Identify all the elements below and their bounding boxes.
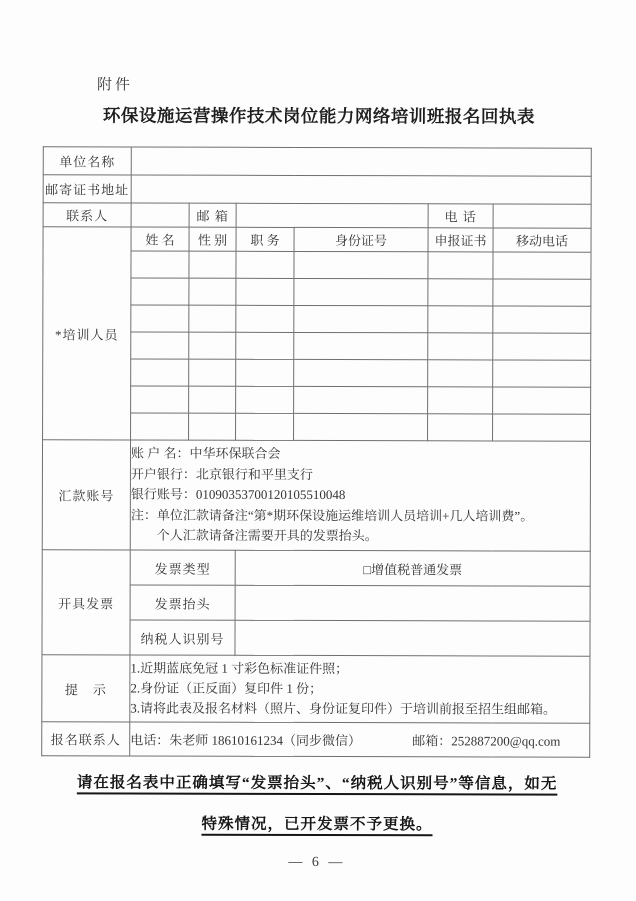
remittance-note-personal: 个人汇款请备注需要开具的发票抬头。 bbox=[156, 527, 378, 544]
trainee-empty-cell bbox=[428, 279, 493, 306]
trainee-empty-cell bbox=[493, 414, 591, 441]
invoice-type-row bbox=[42, 550, 590, 586]
trainee-empty-cell bbox=[493, 252, 591, 279]
col-header-id-number: 身份证号 bbox=[294, 227, 428, 251]
invoice-type-checkbox-value: □增值税普通发票 bbox=[235, 550, 590, 586]
trainee-empty-cell bbox=[294, 386, 428, 413]
tip-item-3: 3.请将此表及报名材料（照片、身份证复印件）于培训前报至招生组邮箱。 bbox=[130, 700, 557, 717]
registration-form-table bbox=[41, 146, 592, 757]
contact-phone-label: 电 话 bbox=[428, 204, 493, 228]
unit-name-label: 单位名称 bbox=[43, 147, 131, 175]
page-number: — 6 — bbox=[288, 854, 346, 871]
footer-warning-line2: 特殊情况，已开发票不予更换。 bbox=[201, 815, 433, 834]
tips-row bbox=[42, 655, 590, 723]
trainee-empty-cell bbox=[189, 251, 236, 278]
trainee-empty-cell bbox=[236, 278, 294, 305]
contact-name-field bbox=[131, 203, 189, 227]
invoice-type-label: 发票类型 bbox=[130, 550, 235, 585]
trainee-empty-cell bbox=[131, 251, 189, 278]
remittance-bank: 开户银行：北京银行和平里支行 bbox=[130, 466, 313, 482]
trainee-empty-cell bbox=[428, 414, 493, 441]
unit-name-field bbox=[131, 147, 591, 176]
trainee-empty-cell bbox=[189, 332, 236, 359]
mail-address-label: 邮寄证书地址 bbox=[43, 175, 131, 203]
col-header-name: 姓 名 bbox=[131, 227, 189, 251]
contact-email-label: 邮 箱 bbox=[189, 203, 236, 227]
trainee-empty-cell bbox=[294, 278, 428, 305]
tip-item-1: 1.近期蓝底免冠 1 寸彩色标准证件照； bbox=[130, 660, 349, 677]
taxpayer-id-label: 纳税人识别号 bbox=[130, 620, 235, 655]
trainee-empty-cell bbox=[189, 413, 236, 440]
invoice-section-label: 开具发票 bbox=[42, 550, 130, 655]
unit-name-row bbox=[43, 147, 591, 176]
remittance-row bbox=[42, 440, 590, 551]
trainee-empty-cell bbox=[236, 332, 294, 359]
trainees-section-label: *培训人员 bbox=[43, 227, 132, 440]
col-header-mobile: 移动电话 bbox=[493, 228, 591, 252]
tip-item-2: 2.身份证（正反面）复印件 1 份； bbox=[130, 680, 323, 697]
mail-address-row bbox=[43, 175, 591, 204]
mail-address-field bbox=[131, 175, 591, 204]
invoice-title-field bbox=[235, 585, 590, 621]
trainee-empty-cell bbox=[294, 413, 428, 440]
trainee-empty-cell bbox=[294, 359, 428, 386]
trainee-empty-cell bbox=[131, 386, 189, 413]
registration-contact-content bbox=[130, 722, 590, 757]
registration-contact-label: 报名联系人 bbox=[42, 722, 130, 756]
trainee-empty-cell bbox=[428, 333, 493, 360]
remittance-note: 注：单位汇款请备注“第*期环保设施运维培训人员培训+几人培训费”。 bbox=[130, 507, 534, 524]
trainee-empty-cell bbox=[428, 360, 493, 387]
trainee-empty-cell bbox=[189, 386, 236, 413]
trainee-empty-cell bbox=[131, 332, 189, 359]
trainee-empty-cell bbox=[189, 278, 236, 305]
contact-row bbox=[43, 203, 591, 228]
trainee-empty-cell bbox=[428, 252, 493, 279]
trainee-empty-cell bbox=[428, 387, 493, 414]
attachment-label: 附件 bbox=[96, 77, 133, 94]
trainee-empty-cell bbox=[131, 413, 189, 440]
trainee-empty-cell bbox=[294, 332, 428, 359]
tips-content bbox=[130, 655, 590, 723]
trainee-empty-cell bbox=[236, 386, 294, 413]
trainee-empty-cell bbox=[428, 306, 493, 333]
trainee-empty-cell bbox=[493, 279, 591, 306]
trainee-header-row bbox=[43, 227, 591, 252]
remittance-label: 汇款账号 bbox=[42, 440, 130, 550]
trainee-empty-cell bbox=[189, 359, 236, 386]
trainee-empty-cell bbox=[294, 305, 428, 332]
trainee-empty-cell bbox=[493, 306, 591, 333]
footer-warning-note bbox=[0, 762, 635, 846]
col-header-gender: 性 别 bbox=[189, 227, 236, 251]
col-header-certificate: 申报证书 bbox=[428, 228, 493, 252]
trainee-empty-cell bbox=[131, 359, 189, 386]
remittance-account-name: 账 户 名：中华环保联合会 bbox=[130, 445, 281, 462]
invoice-title-label: 发票抬头 bbox=[130, 585, 235, 620]
contact-label: 联系人 bbox=[43, 203, 131, 227]
trainee-empty-cell bbox=[493, 333, 591, 360]
trainee-empty-cell bbox=[493, 360, 591, 387]
trainee-empty-cell bbox=[131, 278, 189, 305]
remittance-details bbox=[130, 440, 590, 551]
trainee-empty-cell bbox=[236, 359, 294, 386]
trainee-empty-cell bbox=[236, 413, 294, 440]
trainee-empty-cell bbox=[189, 305, 236, 332]
trainee-empty-cell bbox=[236, 305, 294, 332]
remittance-account-number: 银行账号：01090353700120105510048 bbox=[130, 486, 346, 503]
page-title: 环保设施运营操作技术岗位能力网络培训班报名回执表 bbox=[102, 105, 535, 127]
tips-label: 提 示 bbox=[42, 655, 130, 722]
trainee-empty-cell bbox=[131, 305, 189, 332]
trainee-empty-cell bbox=[236, 251, 294, 278]
contact-email-field bbox=[236, 203, 428, 228]
taxpayer-id-field bbox=[235, 620, 590, 656]
registration-contact-email: 邮箱：252887200@qq.com bbox=[412, 733, 561, 749]
footer-warning-line1: 请在报名表中正确填写“发票抬头”、“纳税人识别号”等信息，如无 bbox=[76, 774, 558, 793]
trainee-empty-cell bbox=[493, 387, 591, 414]
registration-contact-row bbox=[42, 722, 590, 757]
col-header-position: 职 务 bbox=[236, 227, 294, 251]
registration-contact-phone: 电话：朱老师 18610161234（同步微信） bbox=[130, 732, 362, 749]
trainee-empty-cell bbox=[294, 251, 428, 278]
contact-phone-field bbox=[493, 204, 591, 228]
